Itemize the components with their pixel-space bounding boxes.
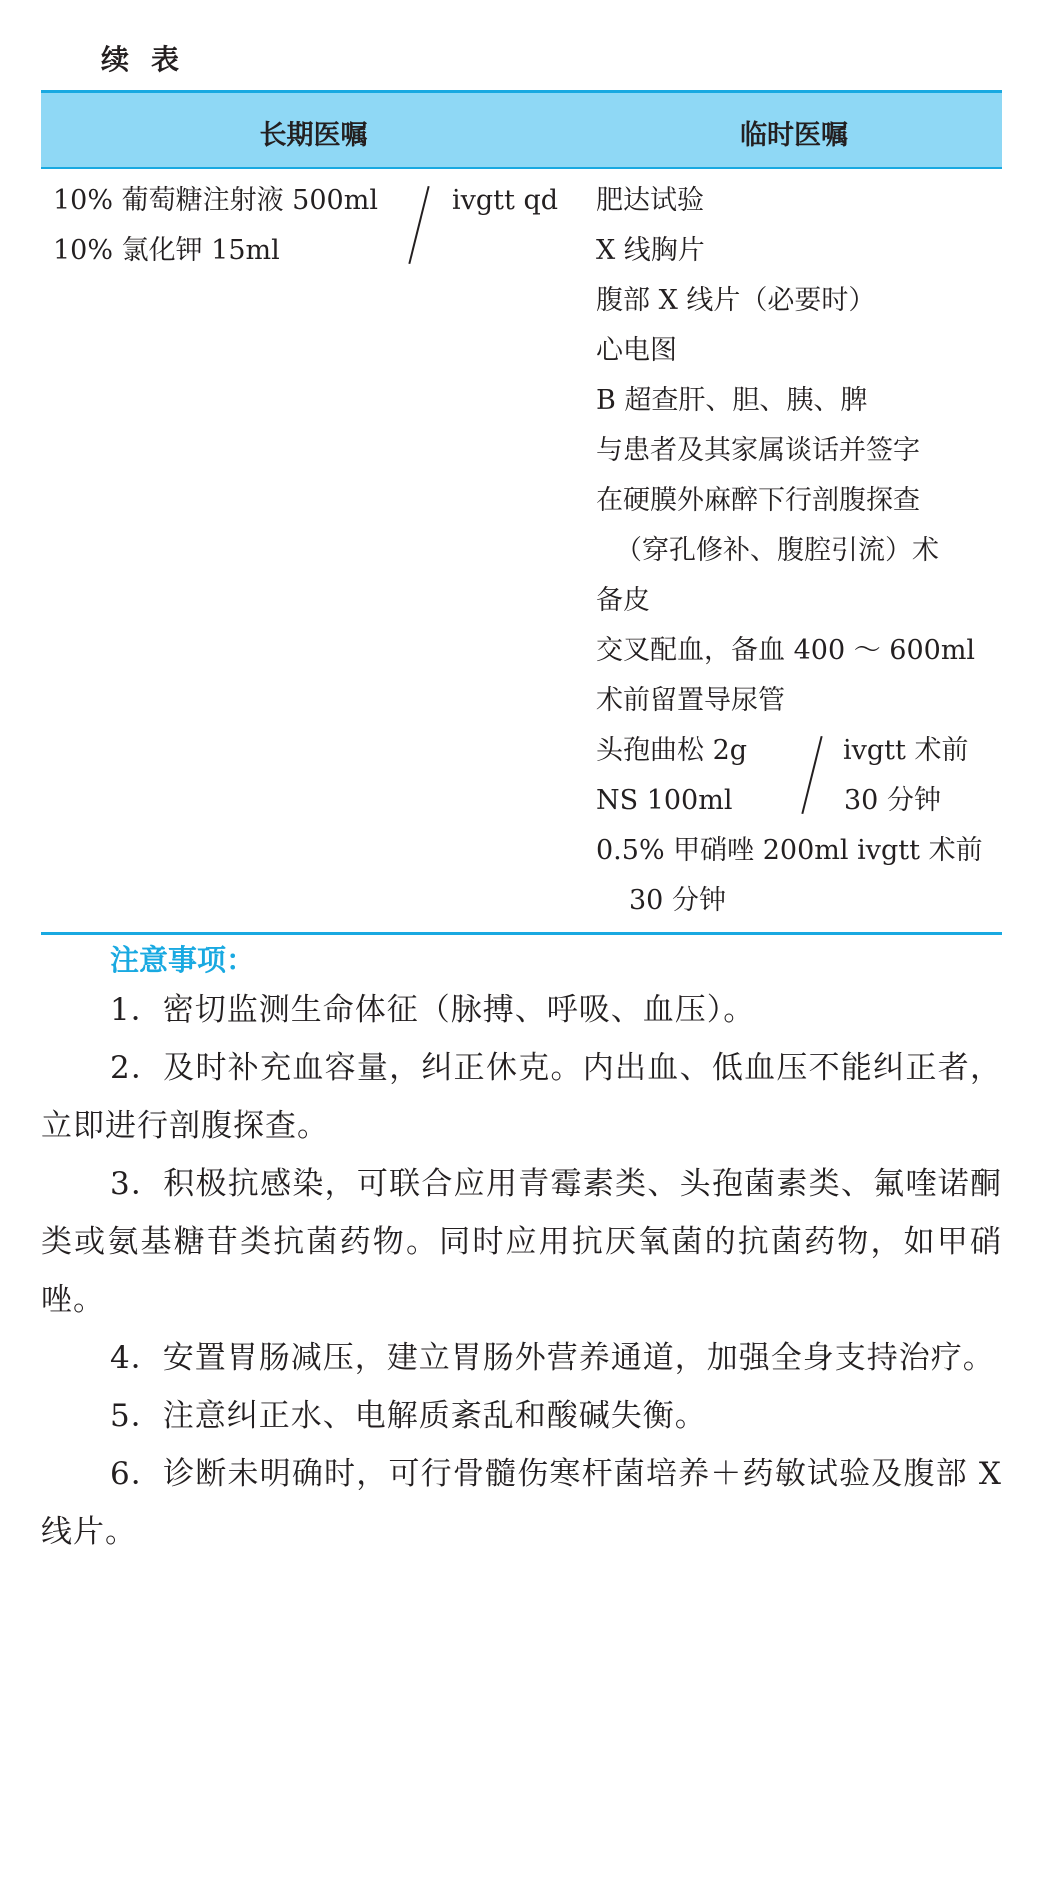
note-item-6: 6．诊断未明确时，可行骨髓伤寒杆菌培养＋药敏试验及腹部 X 线片。: [41, 1456, 1002, 1550]
metronidazole-line-1: 0.5% 甲硝唑 200ml ivgtt 术前: [596, 835, 983, 866]
table-header: [41, 90, 1002, 169]
notes-title: 注意事项：: [110, 943, 256, 977]
antibiotic-route-2: 30 分钟: [844, 785, 941, 816]
temp-order-0: 肥达试验: [596, 185, 704, 216]
temp-order-6: 在硬膜外麻醉下行剖腹探查: [596, 485, 920, 516]
continued-table-label: [101, 38, 179, 78]
antibiotic-drug-1: 头孢曲松 2g: [596, 735, 748, 766]
note-item-3: 3．积极抗感染，可联合应用青霉素类、头孢菌素类、氟喹诺酮类或氨基糖苷类抗菌药物。同时应用抗厌氧菌的抗菌药物，如甲硝唑。: [41, 1166, 1002, 1318]
header-temporary-orders: 临时医嘱: [740, 120, 848, 151]
temp-order-3: 心电图: [596, 335, 677, 366]
temp-order-8: 备皮: [596, 585, 650, 616]
temp-order-4: B 超查肝、胆、胰、脾: [596, 385, 868, 416]
temp-order-1: X 线胸片: [596, 235, 705, 266]
antibiotic-drug-2: NS 100ml: [596, 785, 733, 816]
table-body: [41, 169, 1002, 935]
long-term-route: ivgtt qd: [452, 185, 559, 216]
note-item-1: 1．密切监测生命体征（脉搏、呼吸、血压）。: [110, 992, 756, 1028]
continued-label-a: 续: [101, 43, 130, 76]
note-item-5: 5．注意纠正水、电解质紊乱和酸碱失衡。: [110, 1398, 707, 1434]
temp-order-2: 腹部 X 线片（必要时）: [596, 285, 876, 316]
antibiotic-route-1: ivgtt 术前: [843, 735, 969, 766]
temp-order-7: （穿孔修补、腹腔引流）术: [615, 535, 939, 566]
brace-slash: [408, 186, 429, 264]
note-item-4: 4．安置胃肠减压，建立胃肠外营养通道，加强全身支持治疗。: [110, 1340, 995, 1376]
metronidazole-line-2: 30 分钟: [629, 885, 726, 916]
temp-order-9: 交叉配血，备血 400 ～ 600ml: [596, 635, 976, 666]
continued-label-b: 表: [151, 43, 180, 76]
long-term-line-2: 10% 氯化钾 15ml: [53, 235, 280, 266]
temp-order-10: 术前留置导尿管: [596, 685, 785, 716]
orders-table: [41, 90, 1002, 935]
antibiotic-brace-slash: [801, 736, 822, 814]
header-long-term-orders: 长期医嘱: [259, 120, 368, 151]
temp-order-5: 与患者及其家属谈话并签字: [596, 435, 920, 466]
long-term-line-1: 10% 葡萄糖注射液 500ml: [53, 185, 378, 216]
note-item-2: 2．及时补充血容量，纠正休克。内出血、低血压不能纠正者，立即进行剖腹探查。: [41, 1050, 1002, 1144]
